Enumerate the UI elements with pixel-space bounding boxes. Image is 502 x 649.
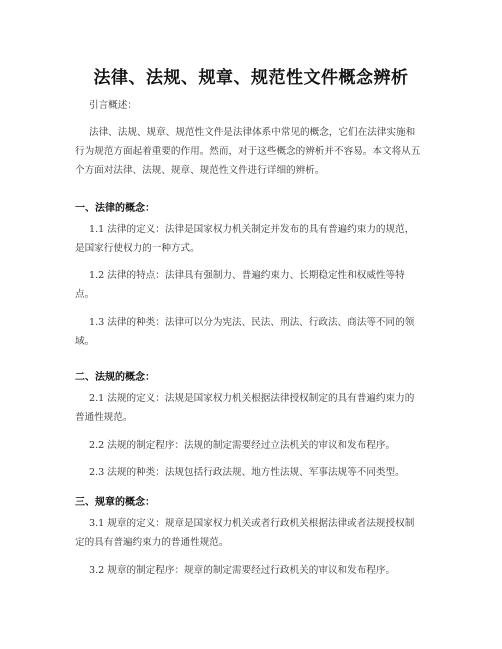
section-heading-1: 一、法律的概念： (75, 203, 155, 214)
item-line: 2.2 法规的制定程序：法规的制定需要经过立法机关的审议和发布程序。 (89, 440, 396, 451)
section-2-item-1 (75, 389, 437, 427)
section-1-item-3 (75, 313, 437, 351)
intro-paragraph (75, 123, 437, 180)
item-line: 1.3 法律的种类：法律可以分为宪法、民法、刑法、行政法、商法等不同的领 (89, 317, 415, 328)
section-heading-2: 二、法规的概念： (75, 372, 155, 383)
section-3-item-1 (75, 514, 437, 552)
document-title: 法律、法规、规章、规范性文件概念辨析 (93, 68, 409, 88)
item-line: 普通性规范。 (75, 412, 133, 423)
item-line: 3.2 规章的制定程序：规章的制定需要经过行政机关的审议和发布程序。 (89, 565, 396, 576)
intro-line: 法律、法规、规章、规范性文件是法律体系中常见的概念，它们在法律实施和 (89, 127, 416, 138)
item-line: 点。 (75, 289, 95, 300)
item-line: 域。 (75, 336, 95, 347)
item-line: 3.1 规章的定义：规章是国家权力机关或者行政机关根据法律或者法规授权制 (89, 518, 415, 529)
section-2-item-2 (75, 436, 437, 455)
section-1-item-1 (75, 220, 437, 258)
item-line: 1.2 法律的特点：法律具有强制力、普遍约束力、长期稳定性和权威性等特 (89, 270, 405, 281)
item-line: 定的具有普遍约束力的普通性规范。 (75, 537, 229, 548)
section-heading-3: 三、规章的概念： (75, 497, 155, 508)
item-line: 2.3 法规的种类：法规包括行政法规、地方性法规、军事法规等不同类型。 (89, 467, 405, 478)
section-2-item-3 (75, 463, 437, 482)
section-1-item-2 (75, 266, 437, 304)
item-line: 1.1 法律的定义：法律是国家权力机关制定并发布的具有普遍约束力的规范， (89, 224, 415, 235)
intro-line: 行为规范方面起着重要的作用。然而，对于这些概念的辨析并不容易。本文将从五 (75, 146, 421, 157)
item-line: 是国家行使权力的一种方式。 (75, 243, 200, 254)
item-line: 2.1 法规的定义：法规是国家权力机关根据法律授权制定的具有普遍约束力的 (89, 393, 415, 404)
section-3-item-2 (75, 561, 437, 580)
intro-label: 引言概述： (89, 100, 137, 111)
intro-line: 个方面对法律、法规、规章、规范性文件进行详细的辨析。 (75, 165, 325, 176)
